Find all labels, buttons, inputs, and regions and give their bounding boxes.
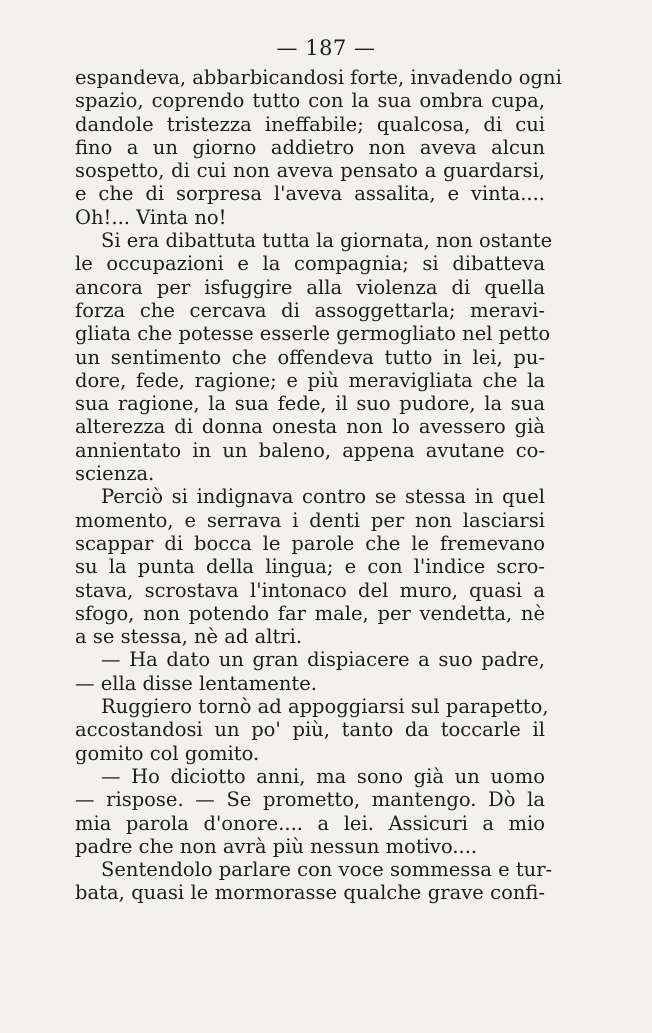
text-line: fino a un giorno addietro non aveva alcun [75, 135, 545, 159]
text-line: alterezza di donna onesta non lo avessero già [75, 415, 545, 439]
text-line: e che di sorpresa l'aveva assalita, e vinta.... [75, 182, 545, 206]
text-line: — rispose. — Se prometto, mantengo. Dò la [75, 788, 545, 812]
text-line: momento, e serrava i denti per non lasciarsi [75, 508, 545, 532]
text-line: gomito col gomito. [75, 741, 260, 765]
text-line: — ella disse lentamente. [75, 671, 317, 695]
text-line: Si era dibattuta tutta la giornata, non ostante [101, 229, 553, 253]
text-line: — Ha dato un gran dispiacere a suo padre, [101, 648, 545, 672]
text-line: sospetto, di cui non aveva pensato a guardarsi, [75, 159, 545, 183]
text-line: scienza. [75, 462, 155, 486]
text-line: forza che cercava di assoggettarla; meravi- [75, 298, 545, 322]
text-line: Sentendolo parlare con voce sommessa e tur- [101, 858, 553, 882]
text-line: su la punta della lingua; e con l'indice scro- [75, 555, 545, 579]
text-line: Perciò si indignava contro se stessa in quel [101, 485, 545, 509]
page-number: — 187 — [276, 36, 376, 60]
text-line: gliata che potesse esserle germogliato nel petto [75, 322, 551, 346]
text-line: a se stessa, nè ad altri. [75, 625, 303, 649]
text-line: accostandosi un po' più, tanto da toccarle il [75, 718, 545, 742]
text-line: spazio, coprendo tutto con la sua ombra cupa, [75, 89, 545, 113]
text-line: stava, scrostava l'intonaco del muro, quasi a [75, 578, 545, 602]
text-line: annientato in un baleno, appena avutane co- [75, 438, 545, 462]
text-line: padre che non avrà più nessun motivo.... [75, 834, 478, 858]
text-line: le occupazioni e la compagnia; si dibatteva [75, 252, 545, 276]
text-line: mia parola d'onore.... a lei. Assicuri a mio [75, 811, 545, 835]
text-line: — Ho diciotto anni, ma sono già un uomo [101, 764, 545, 788]
text-line: Oh!... Vinta no! [75, 205, 227, 229]
text-line: scappar di bocca le parole che le fremevano [75, 531, 545, 555]
text-line: un sentimento che offendeva tutto in lei, pu- [75, 345, 545, 369]
text-line: bata, quasi le mormorasse qualche grave confi- [75, 881, 545, 905]
text-line: sfogo, non potendo far male, per vendetta, nè [75, 601, 545, 625]
text-line: Ruggiero tornò ad appoggiarsi sul parapetto, [101, 695, 549, 719]
text-line: dore, fede, ragione; e più meravigliata che la [75, 368, 545, 392]
body-text [75, 66, 562, 905]
text-line: espandeva, abbarbicandosi forte, invadendo ogni [75, 66, 562, 89]
text-line: dandole tristezza ineffabile; qualcosa, di cui [75, 112, 545, 136]
text-line: sua ragione, la sua fede, il suo pudore, la sua [75, 392, 545, 416]
text-line: ancora per isfuggire alla violenza di quella [75, 275, 545, 299]
